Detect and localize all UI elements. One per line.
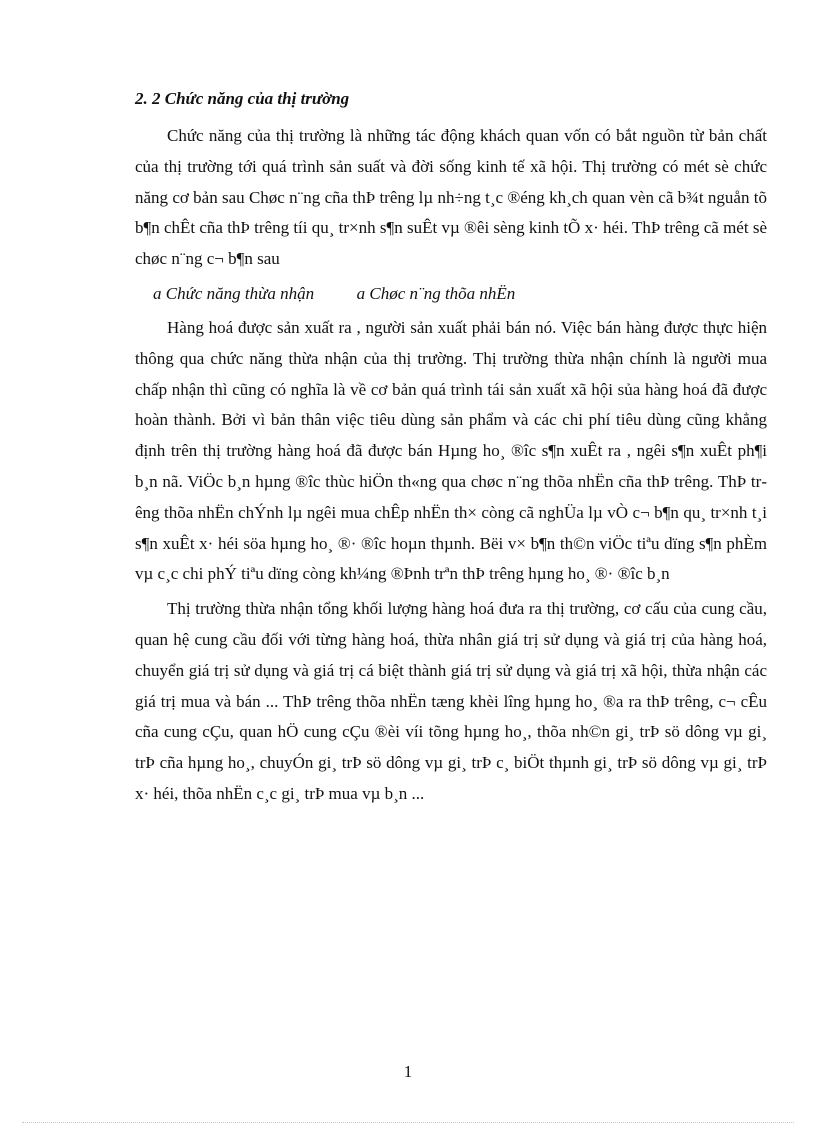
subheading-recognition-function: a Chức năng thừa nhận a Chøc n¨ng thõa nhËn [153, 283, 516, 303]
section-heading: 2. 2 Chức năng của thị trường [135, 89, 350, 108]
paragraph-recognition-volume: Thị trường thừa nhận tổng khối lượng hàng hoá đưa ra thị trường, cơ cấu của cung cầu, quan hệ cung cầu đối với từng hàng hoá, thừa nhân giá trị sử dụng và giá trị của hàng hoá, chuyển giá trị sử dụng và giá trị cá biệt thành giá trị sử dụng và giá trị xã hội, thừa nhận các giá trị mua và bán ... ThÞ trêng thõa nhËn tæng khèi lîng hµng ho¸ ®a ra thÞ trêng, c¬ cÊu cña cung cÇu, quan hÖ cung cÇu ®èi víi tõng hµng ho¸, thõa nh©n gi¸ trÞ sö dông vµ gi¸ trÞ cña hµng ho¸, chuyÓn gi¸ trÞ sö dông vµ gi¸ trÞ c¸ biÖt thµnh gi¸ trÞ sö dông vµ gi¸ trÞ x· héi, thõa nhËn c¸c gi¸ trÞ mua vµ b¸n ... [135, 599, 767, 803]
paragraph-market-functions: Chức năng của thị trường là những tác động khách quan vốn có bắt nguồn từ bản chất của thị trường tới quá trình sản suất và đời sống kinh tế xã hội. Thị trường có mét sè chức năng cơ bản sau Chøc n¨ng cña thÞ trêng lµ nh÷ng t¸c ®éng kh¸ch quan vèn cã b¾t nguån tõ b¶n chÊt cña thÞ trêng tíi qu¸ tr×nh s¶n suÊt vµ ®êi sèng kinh tÕ x· héi. ThÞ trêng cã mét sè chøc n¨ng c¬ b¶n sau [135, 126, 767, 269]
page-number: 1 [403, 1062, 413, 1081]
paragraph-recognition-selling: Hàng hoá được sản xuất ra , người sản xuất phải bán nó. Việc bán hàng được thực hiện thông qua chức năng thừa nhận của thị trường. Thị trường thừa nhận chính là người mua chấp nhận thì cũng có nghĩa là về cơ bản quá trình tái sản xuất xã hội sủa hàng hoá đã được hoàn thành. Bởi vì bản thân việc tiêu dùng sản phẩm và các chi phí tiêu dùng cũng khẳng định trên thị trường hàng hoá đã được bán Hµng ho¸ ®îc s¶n xuÊt ra , ngêi s¶n xuÊt ph¶i b¸n nã. ViÖc b¸n hµng ®îc thùc hiÖn th«ng qua chøc n¨ng thõa nhËn cña thÞ trêng. ThÞ trêng thõa nhËn chÝnh lµ ngêi mua chÊp nhËn th× còng cã nghÜa lµ vÒ c¬ b¶n qu¸ tr×nh t¸i s¶n xuÊt x· héi söa hµng ho¸ ®· ®îc hoµn thµnh. Bëi v× b¶n th©n viÖc tiªu dïng s¶n phÈm vµ c¸c chi phÝ tiªu dïng còng kh¼ng ®Þnh trªn thÞ trêng hµng ho¸ ®· ®îc b¸n [135, 317, 767, 584]
page-body [135, 86, 767, 814]
